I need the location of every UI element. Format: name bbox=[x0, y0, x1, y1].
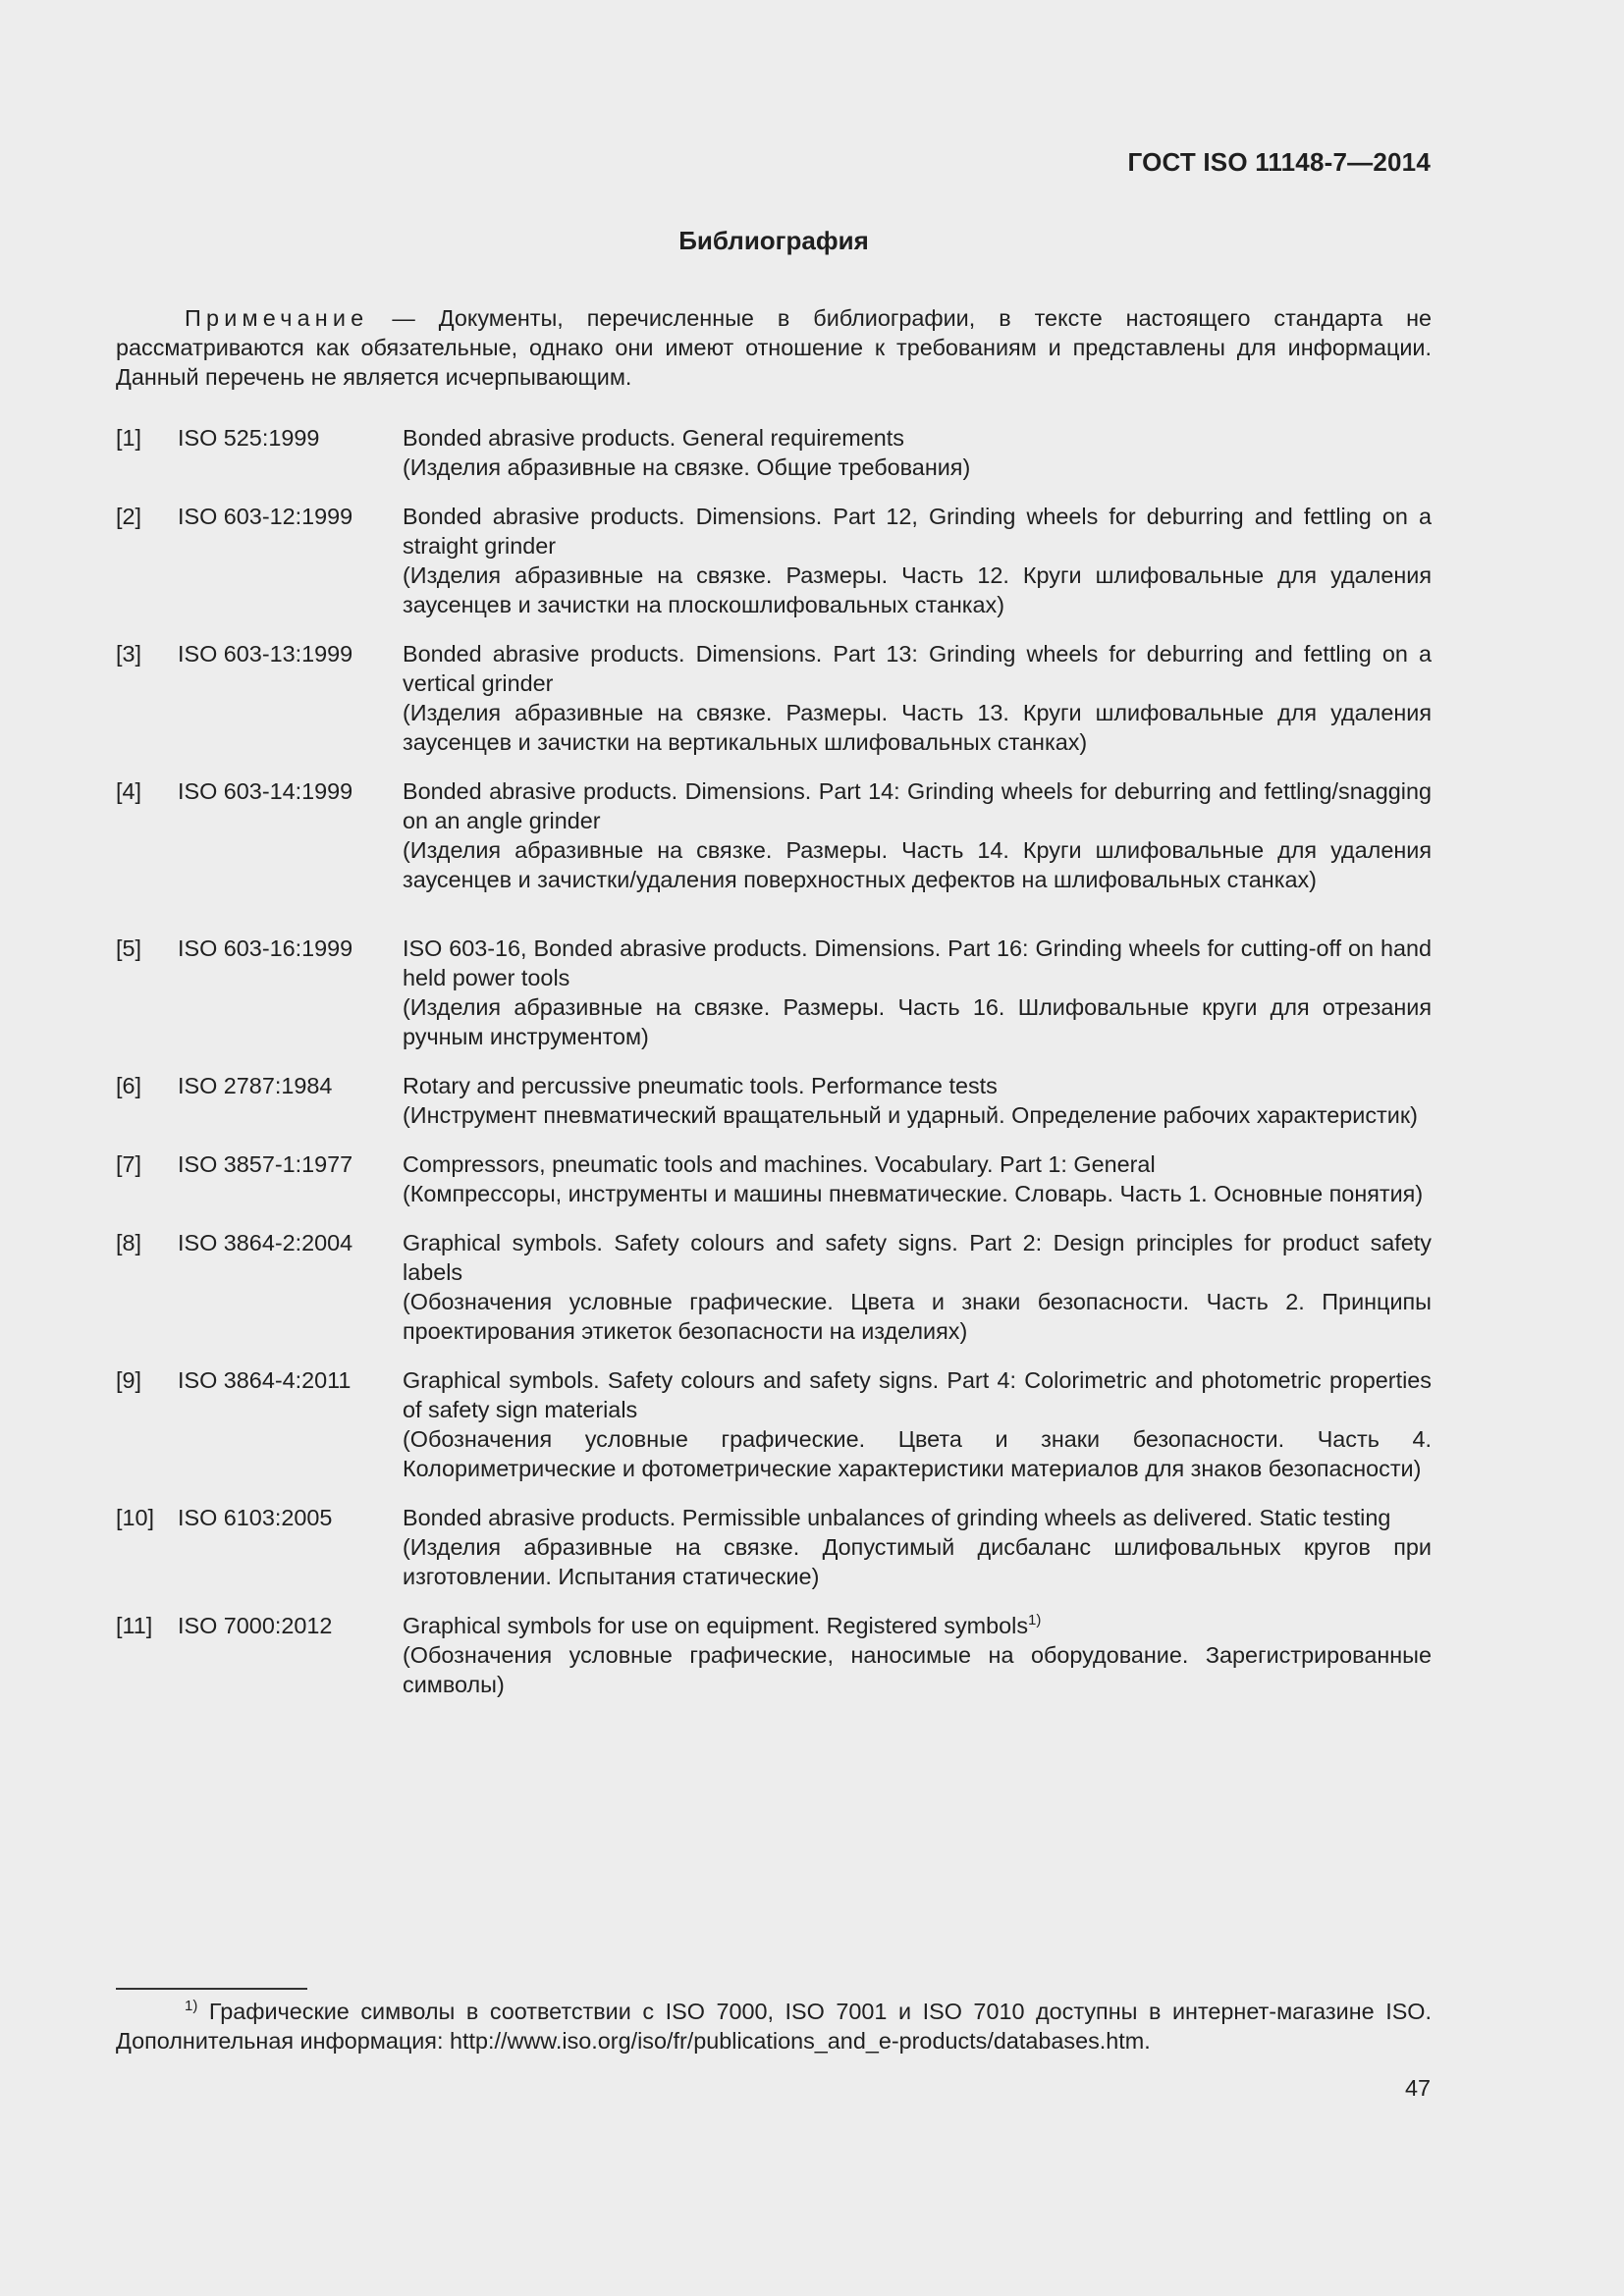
entry-code: ISO 6103:2005 bbox=[178, 1505, 333, 1530]
document-code: ГОСТ ISO 11148-7—2014 bbox=[1127, 147, 1431, 177]
entry-code: ISO 603-14:1999 bbox=[178, 778, 353, 804]
bibliography-entry bbox=[116, 1611, 1432, 1699]
entry-number: [5] bbox=[116, 935, 142, 961]
entry-title-en: ISO 603-16, Bonded abrasive products. Dimensions. Part 16: Grinding wheels for cutting-off on hand held power tools bbox=[403, 935, 1432, 990]
entry-title-en: Bonded abrasive products. Permissible unbalances of grinding wheels as delivered. Static testing bbox=[403, 1505, 1391, 1530]
entry-description bbox=[403, 1365, 1432, 1483]
footnote bbox=[116, 1997, 1432, 2056]
bibliography-entry bbox=[116, 639, 1432, 757]
bibliography-entry bbox=[116, 423, 1432, 482]
bibliography-entry bbox=[116, 1149, 1432, 1208]
entry-description bbox=[403, 1503, 1432, 1591]
entry-title-en: Bonded abrasive products. Dimensions. Part 12, Grinding wheels for deburring and fettling on a straight grinder bbox=[403, 504, 1432, 559]
entry-number: [2] bbox=[116, 504, 142, 529]
entry-code: ISO 525:1999 bbox=[178, 425, 320, 451]
entry-description bbox=[403, 776, 1432, 894]
entry-title-ru: (Инструмент пневматический вращательный и ударный. Определение рабочих характеристик) bbox=[403, 1102, 1418, 1128]
entry-title-ru: (Изделия абразивные на связке. Размеры. Часть 16. Шлифовальные круги для отрезания ручным инструментом) bbox=[403, 994, 1432, 1049]
note-text: — Документы, перечисленные в библиографии, в тексте настоящего стандарта не рассматриваются как обязательные, однако они имеют отношение к требованиям и представлены для информации. Данный перечень не является исчерпывающим. bbox=[116, 305, 1432, 390]
entry-description bbox=[403, 1611, 1432, 1699]
bibliography-entry bbox=[116, 1503, 1432, 1591]
bibliography-entry bbox=[116, 1365, 1432, 1483]
page-number: 47 bbox=[1404, 2075, 1431, 2101]
footnote-marker: 1) bbox=[185, 1998, 198, 2015]
bibliography-entry bbox=[116, 1071, 1432, 1130]
entry-title-ru: (Обозначения условные графические. Цвета и знаки безопасности. Часть 4. Колориметрические и фотометрические характеристики материалов для знаков безопасности) bbox=[403, 1426, 1432, 1481]
footnote-reference[interactable]: 1) bbox=[1028, 1612, 1042, 1629]
entry-code: ISO 603-13:1999 bbox=[178, 641, 353, 667]
entry-title-ru: (Компрессоры, инструменты и машины пневматические. Словарь. Часть 1. Основные понятия) bbox=[403, 1181, 1424, 1206]
entry-title-en: Graphical symbols. Safety colours and safety signs. Part 2: Design principles for product safety labels bbox=[403, 1230, 1432, 1285]
entry-description bbox=[403, 1228, 1432, 1346]
bibliography-list bbox=[116, 423, 1432, 1699]
entry-code: ISO 603-12:1999 bbox=[178, 504, 353, 529]
entry-description bbox=[403, 934, 1432, 1051]
entry-code: ISO 3864-2:2004 bbox=[178, 1230, 353, 1255]
entry-number: [11] bbox=[116, 1613, 153, 1638]
entry-code: ISO 7000:2012 bbox=[178, 1613, 333, 1638]
page-title: Библиография bbox=[678, 226, 869, 255]
entry-description bbox=[403, 502, 1432, 619]
entry-title-en bbox=[403, 1611, 1432, 1640]
entry-title-ru: (Изделия абразивные на связке. Общие требования) bbox=[403, 454, 971, 480]
entry-number: [1] bbox=[116, 425, 142, 451]
entry-description bbox=[403, 423, 1432, 482]
entry-title-ru: (Изделия абразивные на связке. Допустимый дисбаланс шлифовальных кругов при изготовлении. Испытания статические) bbox=[403, 1534, 1432, 1589]
entry-number: [8] bbox=[116, 1230, 142, 1255]
note-paragraph bbox=[116, 303, 1432, 392]
entry-number: [9] bbox=[116, 1367, 142, 1393]
entry-title-ru: (Изделия абразивные на связке. Размеры. Часть 13. Круги шлифовальные для удаления заусенцев и зачистки на вертикальных шлифовальных станках) bbox=[403, 700, 1432, 755]
bibliography-entry bbox=[116, 502, 1432, 619]
entry-number: [10] bbox=[116, 1505, 155, 1530]
entry-description bbox=[403, 639, 1432, 757]
entry-title-en: Bonded abrasive products. Dimensions. Part 13: Grinding wheels for deburring and fettling on a vertical grinder bbox=[403, 641, 1432, 696]
entry-title-en: Bonded abrasive products. General requirements bbox=[403, 425, 904, 451]
entry-number: [3] bbox=[116, 641, 142, 667]
bibliography-entry bbox=[116, 934, 1432, 1051]
entry-description bbox=[403, 1071, 1432, 1130]
entry-title-en: Compressors, pneumatic tools and machines. Vocabulary. Part 1: General bbox=[403, 1151, 1156, 1177]
entry-description bbox=[403, 1149, 1432, 1208]
entry-title-ru: (Обозначения условные графические, наносимые на оборудование. Зарегистрированные символы) bbox=[403, 1642, 1432, 1697]
entry-number: [4] bbox=[116, 778, 142, 804]
footnote-text: Графические символы в соответствии с ISO 7000, ISO 7001 и ISO 7010 доступны в интернет-магазине ISO. Дополнительная информация: http://www.iso.org/iso/fr/publications_and_e-products/databases.htm. bbox=[116, 1999, 1432, 2054]
bibliography-entry bbox=[116, 1228, 1432, 1346]
entry-title-ru: (Изделия абразивные на связке. Размеры. Часть 14. Круги шлифовальные для удаления заусенцев и зачистки/удаления поверхностных дефектов на шлифовальных станках) bbox=[403, 837, 1432, 892]
note-label: Примечание bbox=[185, 305, 369, 331]
entry-number: [6] bbox=[116, 1073, 142, 1098]
entry-number: [7] bbox=[116, 1151, 142, 1177]
entry-title-en: Bonded abrasive products. Dimensions. Part 14: Grinding wheels for deburring and fettling/snagging on an angle grinder bbox=[403, 778, 1432, 833]
entry-code: ISO 3864-4:2011 bbox=[178, 1367, 352, 1393]
entry-code: ISO 2787:1984 bbox=[178, 1073, 333, 1098]
entry-title-ru: (Изделия абразивные на связке. Размеры. Часть 12. Круги шлифовальные для удаления заусенцев и зачистки на плоскошлифовальных станках) bbox=[403, 562, 1432, 617]
entry-title-en-text: Graphical symbols for use on equipment. Registered symbols bbox=[403, 1613, 1029, 1638]
entry-title-en: Rotary and percussive pneumatic tools. Performance tests bbox=[403, 1073, 998, 1098]
entry-title-ru: (Обозначения условные графические. Цвета и знаки безопасности. Часть 2. Принципы проектирования этикеток безопасности на изделиях) bbox=[403, 1289, 1432, 1344]
footnote-divider bbox=[116, 1988, 307, 1990]
bibliography-entry bbox=[116, 776, 1432, 894]
entry-code: ISO 603-16:1999 bbox=[178, 935, 353, 961]
entry-title-en: Graphical symbols. Safety colours and safety signs. Part 4: Colorimetric and photometric properties of safety sign materials bbox=[403, 1367, 1432, 1422]
entry-code: ISO 3857-1:1977 bbox=[178, 1151, 353, 1177]
